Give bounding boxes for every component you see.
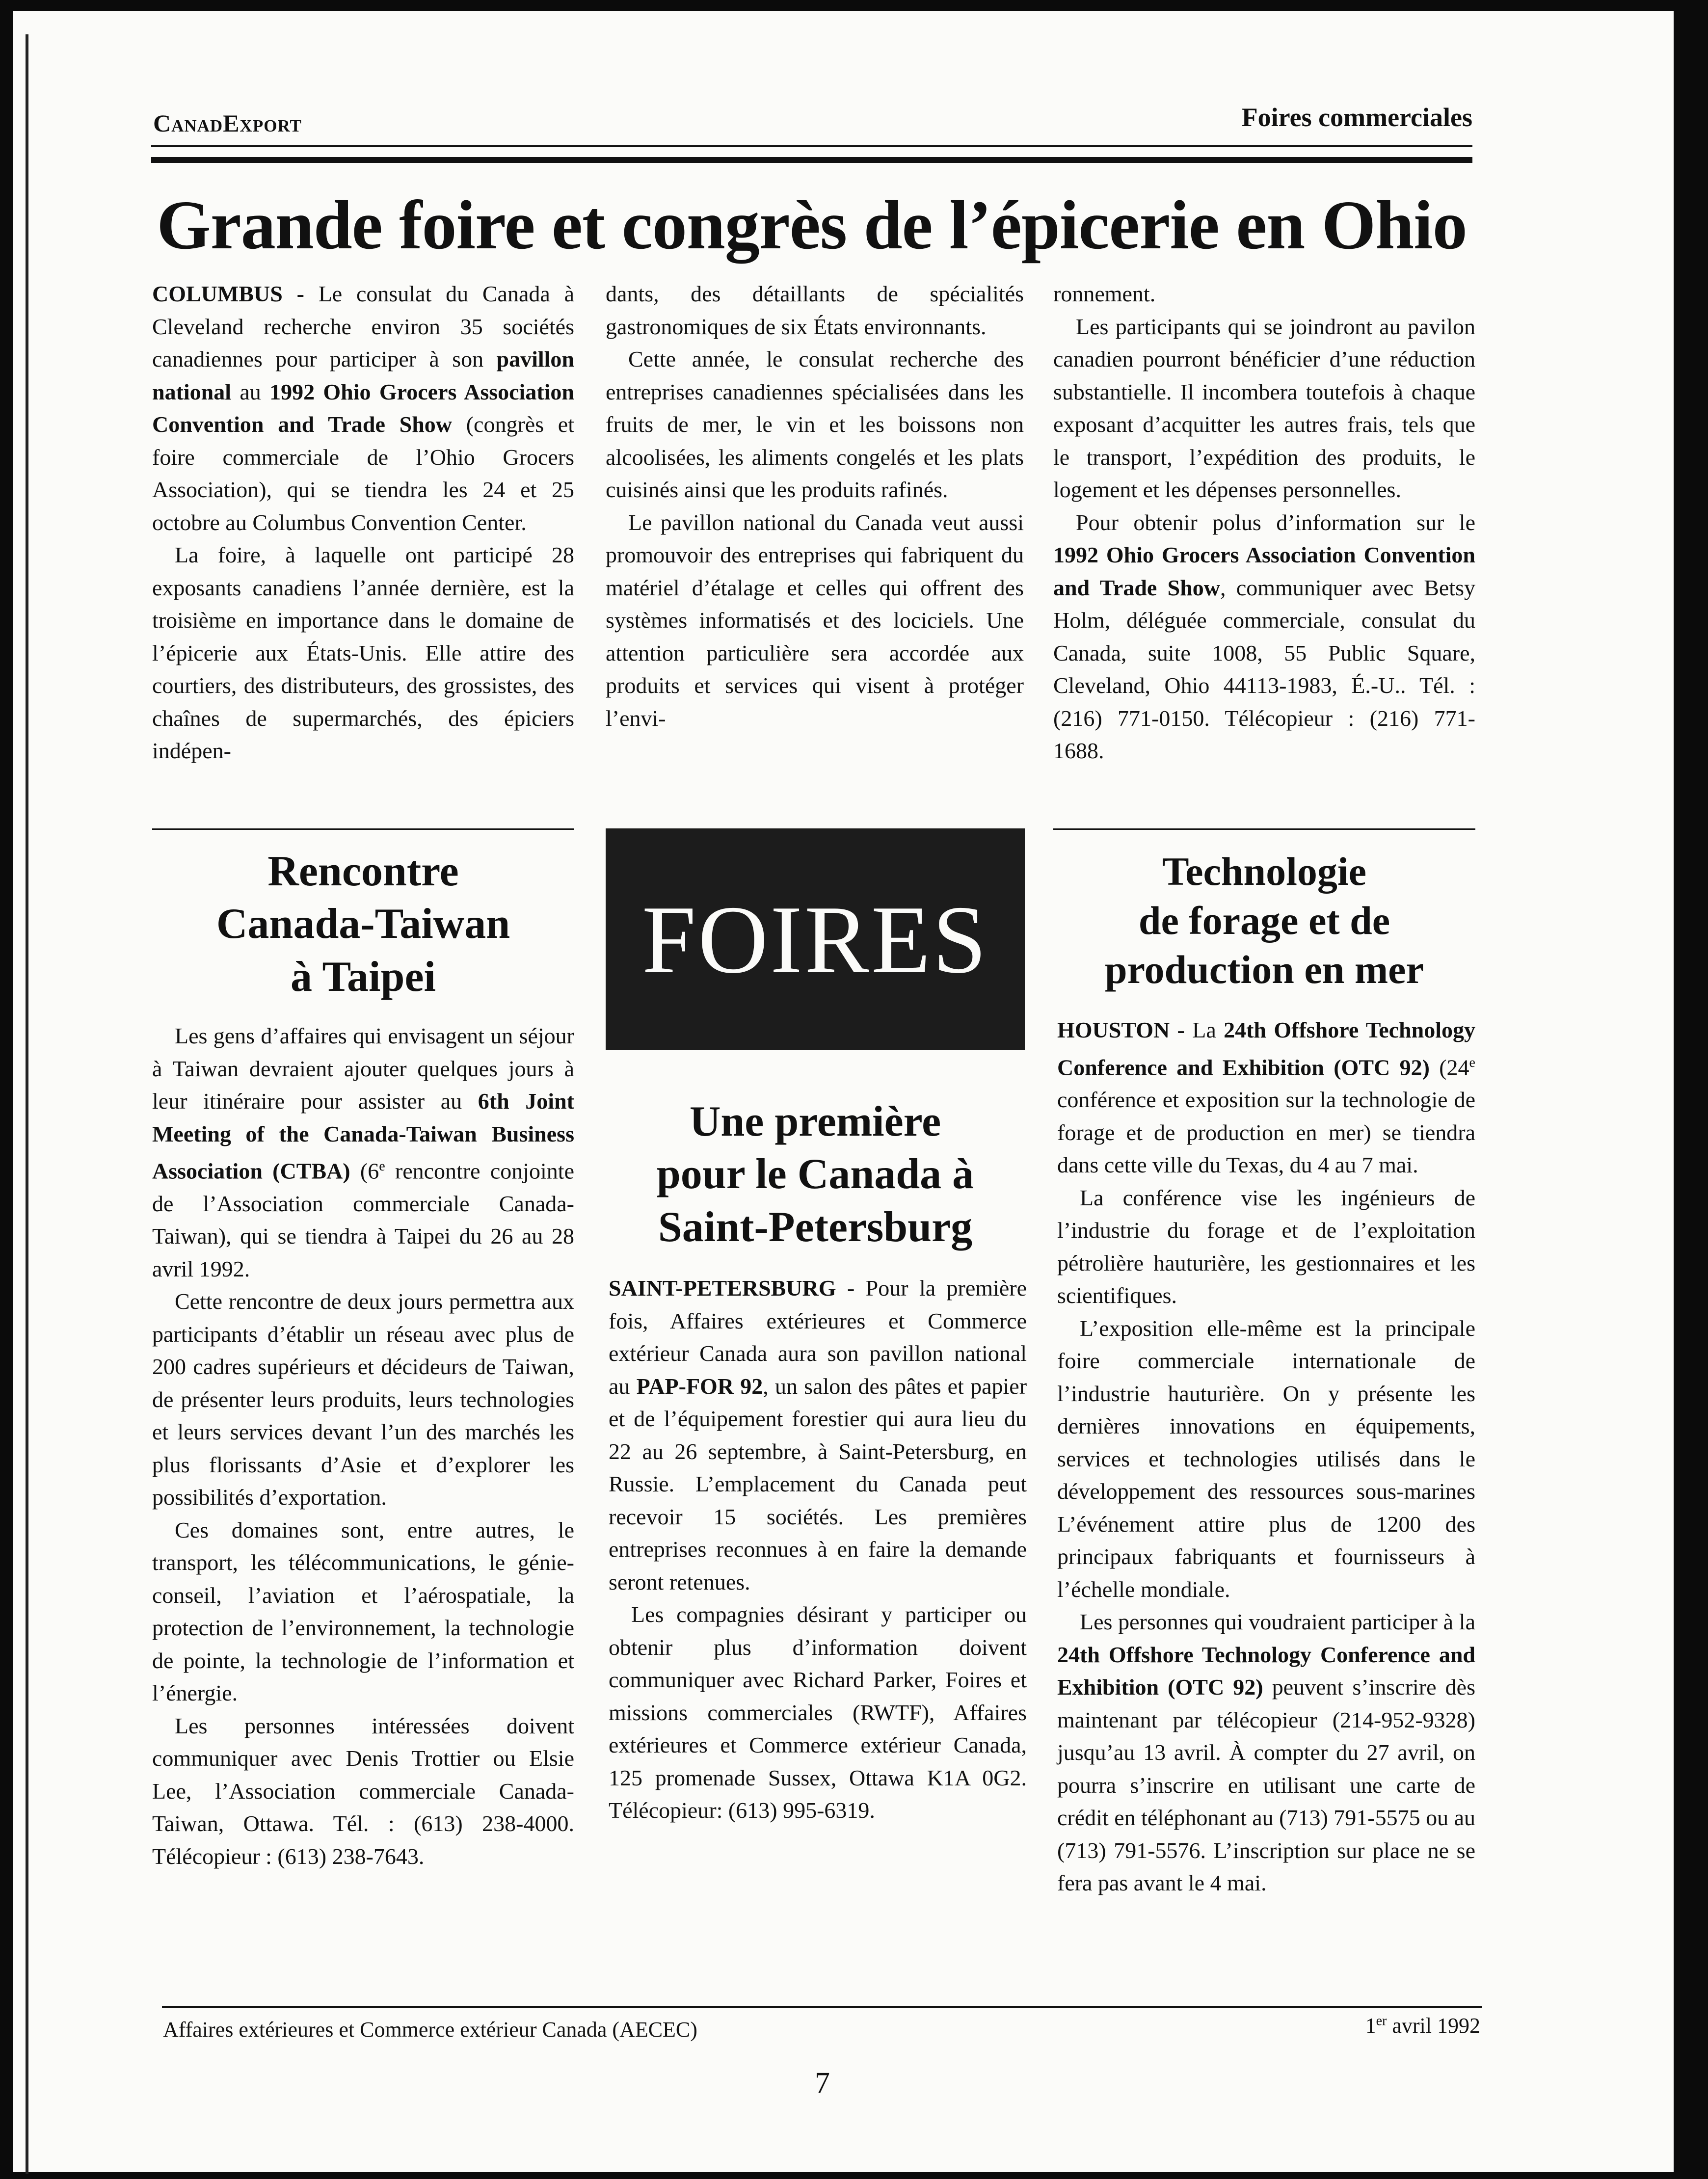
paragraph bbox=[606, 343, 1024, 506]
main-headline: Grande foire et congrès de l’épicerie en Ohio bbox=[157, 186, 1467, 264]
stpetersburg-title-line3: Saint-Petersburg bbox=[658, 1203, 973, 1251]
paragraph bbox=[152, 278, 574, 539]
page-number: 7 bbox=[815, 2067, 830, 2100]
paragraph bbox=[1057, 1182, 1475, 1312]
text-run: peuvent s’inscrire dès maintenant par télécopieur (214-952-9328) jusqu’au 13 avril. À compter du 27 avril, on pourra s’inscrire en utilisant une carte de crédit en téléphonant au (713) 791-5575 ou au (713) 791-5576. L’inscription sur place ne se fera pas avant le 4 mai. bbox=[1057, 1674, 1476, 1896]
text-run: Ces domaines sont, entre autres, le transport, les télécommunications, le génie-conseil, l’aviation et l’aérospatiale, la protection de l’environnement, la technologie de pointe, la technologie de l’information et l’énergie. bbox=[152, 1517, 574, 1706]
text-run: Les personnes intéressées doivent communiquer avec Denis Trottier ou Elsie Lee, l’Association commerciale Canada-Taiwan, Ottawa. Tél. : (613) 238-4000. Télécopieur : (613) 238-7643. bbox=[152, 1713, 574, 1869]
paragraph bbox=[1053, 506, 1475, 768]
text-run: , un salon des pâtes et papier et de l’équipement forestier qui aura lieu du 22 au 26 septembre, à Saint-Petersburg, en Russie. L’emplacement du Canada peut recevoir 15 sociétés. Les premières entreprises reconnues à en faire la demande seront retenues. bbox=[609, 1373, 1027, 1594]
text-run: COLUMBUS - bbox=[152, 281, 319, 306]
text-run: 24th Offshore Technology Conference and Exhibition (OTC 92) bbox=[1057, 1642, 1475, 1700]
text-run: ronnement. bbox=[1053, 281, 1156, 306]
taiwan-title bbox=[152, 845, 574, 1003]
text-run: SAINT-PETERSBURG - bbox=[609, 1276, 866, 1301]
paragraph bbox=[1053, 278, 1475, 311]
text-run: Les personnes qui voudraient participer à la bbox=[1080, 1609, 1475, 1635]
publication-name: CanadExport bbox=[153, 109, 302, 137]
text-run: (24 bbox=[1429, 1054, 1469, 1080]
stpetersburg-title-line1: Une première bbox=[689, 1098, 941, 1145]
text-run: La foire, à laquelle ont participé 28 exposants canadiens l’année dernière, est la troisième en importance dans le domaine de l’épicerie aux États-Unis. Elle attire des courtiers, des distributeurs, des grossistes, des chaînes de supermarchés, des épiciers indépen- bbox=[152, 542, 574, 763]
foires-banner bbox=[606, 828, 1025, 1050]
text-run: 1992 Ohio Grocers Association Convention and Trade Show bbox=[1053, 542, 1475, 600]
paragraph bbox=[606, 506, 1024, 735]
main-article-col2 bbox=[606, 278, 1024, 735]
divider-right bbox=[1053, 828, 1475, 830]
stpetersburg-title-line2: pour le Canada à bbox=[656, 1150, 974, 1198]
footer-date-rest: avril 1992 bbox=[1387, 2014, 1480, 2038]
otc-title-line2: de forage et de bbox=[1138, 898, 1390, 943]
text-run: conférence et exposition sur la technologie de forage et de production en mer) se tiendra dans cette ville du Texas, du 4 au 7 mai. bbox=[1057, 1087, 1475, 1178]
paragraph bbox=[152, 1020, 574, 1285]
scan-edge-bottom bbox=[0, 2172, 1708, 2179]
otc-article-body bbox=[1057, 1014, 1475, 1900]
text-run: Les participants qui se joindront au pavilon canadien pourront bénéficier d’une réduction substantielle. Il incombera toutefois à chaque exposant d’acquitter les autres frais, tels que le transport, l’expédition des produits, le logement et les dépenses personnelles. bbox=[1053, 314, 1475, 502]
text-run: Les compagnies désirant y participer ou obtenir plus d’information doivent communiquer avec Richard Parker, Foires et missions commerciales (RWTF), Affaires extérieures et Commerce extérieur Canada, 125 promenade Sussex, Ottawa K1A 0G2. Télécopieur: (613) 995-6319. bbox=[609, 1602, 1027, 1823]
footer-rule bbox=[162, 2006, 1482, 2008]
scan-edge-right bbox=[1674, 0, 1708, 2179]
text-run: Pour obtenir polus d’information sur le bbox=[1076, 509, 1475, 535]
stpetersburg-title bbox=[606, 1095, 1025, 1253]
divider-left bbox=[152, 828, 574, 830]
text-run: PAP-FOR 92 bbox=[636, 1373, 763, 1399]
footer-publisher: Affaires extérieures et Commerce extérieur Canada (AECEC) bbox=[163, 2018, 697, 2042]
paragraph bbox=[1057, 1606, 1475, 1900]
text-run: 24th Offshore Technology Conference and Exhibition (OTC 92) bbox=[1057, 1017, 1475, 1080]
text-run: rencontre conjointe de l’Association commerciale Canada-Taiwan), qui se tiendra à Taipei du 26 au 28 avril 1992. bbox=[152, 1158, 575, 1281]
text-run: L’exposition elle-même est la principale foire commerciale internationale de l’industrie hauturière. On y présente les dernières innovations en équipements, services et technologies utilisés dans le développement des ressources sous-marines L’événement attire plus de 1200 des principaux fabriquants et fournisseurs à l’échelle mondiale. bbox=[1057, 1315, 1475, 1602]
scan-edge-left bbox=[0, 0, 13, 2179]
text-run: Cette année, le consulat recherche des entreprises canadiennes spécialisées dans les fruits de mer, le vin et les boissons non alcoolisées, les aliments congelés et les plats cuisinés ainsi que les produits rafinés. bbox=[606, 346, 1024, 502]
text-run: HOUSTON - bbox=[1057, 1017, 1193, 1042]
text-run: dants, des détaillants de spécialités gastronomiques de six États environnants. bbox=[606, 281, 1024, 339]
footer-date bbox=[1365, 2013, 1480, 2038]
scan-edge-top bbox=[0, 0, 1708, 11]
paragraph bbox=[152, 1514, 574, 1710]
header-rule-thin bbox=[151, 145, 1472, 147]
text-run: 1992 Ohio Grocers Association Convention and Trade Show bbox=[152, 379, 575, 437]
paragraph bbox=[609, 1598, 1027, 1827]
footer-date-sup: er bbox=[1376, 2013, 1387, 2029]
otc-title-line1: Technologie bbox=[1162, 849, 1367, 894]
text-run: (congrès et foire commerciale de l’Ohio Grocers Association), qui se tiendra les 24 et 25 octobre au Columbus Convention Center. bbox=[152, 412, 574, 535]
paragraph bbox=[1053, 311, 1475, 506]
text-run: Le consulat du Canada à Cleveland recherche environ 35 sociétés canadiennes pour participer à son bbox=[152, 281, 574, 372]
taiwan-article-body bbox=[152, 1020, 574, 1873]
otc-title bbox=[1053, 847, 1475, 994]
paragraph bbox=[152, 539, 574, 768]
main-article-col1 bbox=[152, 278, 574, 768]
text-run: e bbox=[379, 1159, 385, 1174]
header-rule-thick bbox=[151, 157, 1472, 163]
taiwan-title-line3: à Taipei bbox=[291, 953, 436, 1001]
section-name: Foires commerciales bbox=[1241, 103, 1472, 132]
paragraph bbox=[152, 1710, 574, 1873]
foires-banner-text: FOIRES bbox=[641, 885, 989, 993]
paragraph bbox=[152, 1285, 574, 1514]
text-run: au bbox=[231, 379, 270, 404]
scan-edge-line bbox=[26, 34, 28, 2174]
paragraph bbox=[1057, 1014, 1475, 1182]
taiwan-title-line2: Canada-Taiwan bbox=[216, 900, 510, 948]
paragraph bbox=[609, 1272, 1027, 1598]
otc-title-line3: production en mer bbox=[1105, 947, 1424, 992]
taiwan-title-line1: Rencontre bbox=[267, 848, 459, 895]
text-run: Le pavillon national du Canada veut aussi promouvoir des entreprises qui fabriquent du matériel d’étalage et celles qui offrent des systèmes informatisés et des lociciels. Une attention particulière sera accordée aux produits et services qui visent à protéger l’envi- bbox=[606, 509, 1024, 731]
text-run: pavillon national bbox=[152, 346, 574, 404]
main-article-col3 bbox=[1053, 278, 1475, 768]
footer-date-day: 1 bbox=[1365, 2014, 1376, 2038]
text-run: Cette rencontre de deux jours permettra aux participants d’établir un réseau avec plus de 200 cadres supérieurs et décideurs de Taiwan, de présenter leurs produits, leurs technologies et leurs services devant l’un des marchés les plus florissants d’Asie et d’explorer les possibilités d’exportation. bbox=[152, 1289, 574, 1510]
text-run: Pour la première fois, Affaires extérieures et Commerce extérieur Canada aura son pavillon national au bbox=[609, 1276, 1027, 1399]
text-run: 6th Joint Meeting of the Canada-Taiwan Business Association (CTBA) bbox=[152, 1089, 574, 1184]
stpetersburg-article-body bbox=[609, 1272, 1027, 1827]
text-run: e bbox=[1469, 1055, 1475, 1070]
text-run: , communiquer avec Betsy Holm, déléguée commerciale, consulat du Canada, suite 1008, 55 Public Square, Cleveland, Ohio 44113-1983, É.-U.. Tél. : (216) 771-0150. Télécopieur : (216) 771-1688. bbox=[1053, 575, 1475, 763]
text-run: (6 bbox=[350, 1158, 379, 1184]
text-run: La conférence vise les ingénieurs de l’industrie du forage et de l’exploitation pétrolière hauturière, les gestionnaires et les scientifiques. bbox=[1057, 1185, 1475, 1308]
text-run: La bbox=[1192, 1017, 1224, 1042]
paragraph bbox=[606, 278, 1024, 343]
text-run: Les gens d’affaires qui envisagent un séjour à Taiwan devraient ajouter quelques jours à leur itinéraire pour assister au bbox=[152, 1023, 574, 1114]
paragraph bbox=[1057, 1312, 1475, 1606]
